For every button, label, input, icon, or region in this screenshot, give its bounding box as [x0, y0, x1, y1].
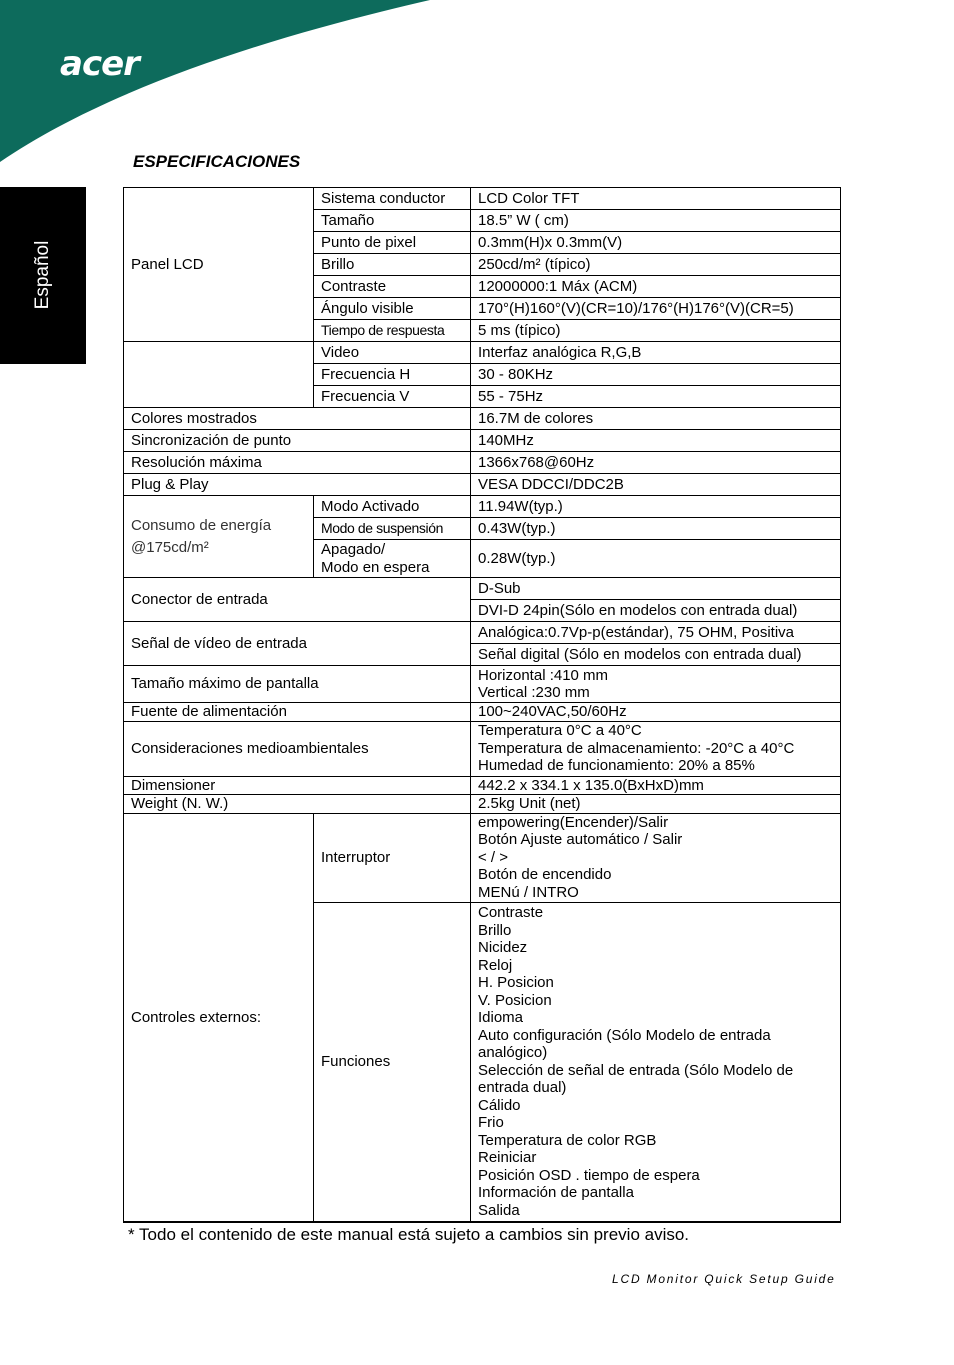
spec-name: Apagado/ Modo en espera [314, 540, 471, 578]
spec-name: Weight (N. W.) [124, 795, 471, 814]
spec-value: DVI-D 24pin(Sólo en modelos con entrada dual) [471, 600, 841, 622]
table-row [124, 188, 841, 210]
spec-value: 170°(H)160°(V)(CR=10)/176°(H)176°(V)(CR=5) [471, 298, 841, 320]
language-tab-label: Español [32, 240, 53, 310]
spec-value: Horizontal :410 mm Vertical :230 mm [471, 666, 841, 703]
spec-value: 442.2 x 334.1 x 135.0(BxHxD)mm [471, 776, 841, 795]
spec-name: Frecuencia H [314, 364, 471, 386]
footer-guide-title: LCD Monitor Quick Setup Guide [612, 1272, 836, 1286]
spec-name: Tamaño máximo de pantalla [124, 666, 471, 703]
spec-name: Modo Activado [314, 496, 471, 518]
table-row [124, 430, 841, 452]
spec-name: Conector de entrada [124, 578, 471, 622]
spec-value: Contraste Brillo Nicidez Reloj H. Posicion V. Posicion Idioma Auto configuración (Sólo Modelo de entrada analógico) Selección de señal de entrada (Sólo Modelo de entrada dual) Cálido Frio Temperatura de color RGB Reiniciar Posición OSD . tiempo de espera Información de pantalla Salida [471, 902, 841, 1222]
spec-value: LCD Color TFT [471, 188, 841, 210]
spec-name: Brillo [314, 254, 471, 276]
spec-name: Consideraciones medioambientales [124, 721, 471, 776]
spec-name: Fuente de alimentación [124, 703, 471, 722]
table-row [124, 408, 841, 430]
spec-value: Temperatura 0°C a 40°C Temperatura de almacenamiento: -20°C a 40°C Humedad de funcionamiento: 20% a 85% [471, 721, 841, 776]
table-row [124, 474, 841, 496]
spec-value: D-Sub [471, 578, 841, 600]
spec-value: 11.94W(typ.) [471, 496, 841, 518]
table-row [124, 795, 841, 814]
table-row [124, 813, 841, 902]
spec-value: 100~240VAC,50/60Hz [471, 703, 841, 722]
spec-value: 18.5” W ( cm) [471, 210, 841, 232]
language-tab [0, 187, 86, 364]
spec-value: 5 ms (típico) [471, 320, 841, 342]
spec-value: 2.5kg Unit (net) [471, 795, 841, 814]
spec-name: Ángulo visible [314, 298, 471, 320]
spec-value: Interfaz analógica R,G,B [471, 342, 841, 364]
spec-value: 250cd/m² (típico) [471, 254, 841, 276]
spec-name: Plug & Play [124, 474, 471, 496]
spec-value: 1366x768@60Hz [471, 452, 841, 474]
spec-value: 140MHz [471, 430, 841, 452]
spec-name: Tiempo de respuesta [314, 320, 471, 342]
spec-value: Analógica:0.7Vp-p(estándar), 75 OHM, Positiva [471, 622, 841, 644]
spec-name: Señal de vídeo de entrada [124, 622, 471, 666]
spec-name: Frecuencia V [314, 386, 471, 408]
table-row [124, 721, 841, 776]
table-row [124, 578, 841, 600]
power-label: Consumo de energía @175cd/m² [124, 496, 314, 578]
spec-value: 30 - 80KHz [471, 364, 841, 386]
video-group-label [124, 342, 314, 408]
spec-value: VESA DDCCI/DDC2B [471, 474, 841, 496]
table-row [124, 342, 841, 364]
spec-name: Video [314, 342, 471, 364]
spec-name: Contraste [314, 276, 471, 298]
section-title: ESPECIFICACIONES [133, 152, 301, 171]
spec-name: Funciones [314, 902, 471, 1222]
spec-name: Modo de suspensión [314, 518, 471, 540]
header-banner [0, 0, 954, 170]
spec-value: 0.3mm(H)x 0.3mm(V) [471, 232, 841, 254]
spec-name: Sistema conductor [314, 188, 471, 210]
table-row [124, 622, 841, 644]
table-row [124, 703, 841, 722]
footnote: * Todo el contenido de este manual está sujeto a cambios sin previo aviso. [128, 1225, 690, 1244]
spec-name: Resolución máxima [124, 452, 471, 474]
spec-value: 55 - 75Hz [471, 386, 841, 408]
spec-name: Sincronización de punto [124, 430, 471, 452]
acer-logo: acer [60, 44, 139, 84]
table-row [124, 496, 841, 518]
controls-label: Controles externos: [124, 813, 314, 1222]
spec-name: Tamaño [314, 210, 471, 232]
spec-value: empowering(Encender)/Salir Botón Ajuste automático / Salir < / > Botón de encendido MENú / INTRO [471, 813, 841, 902]
specifications-table [123, 187, 841, 1223]
spec-value: 12000000:1 Máx (ACM) [471, 276, 841, 298]
table-row [124, 452, 841, 474]
table-row [124, 776, 841, 795]
spec-name: Colores mostrados [124, 408, 471, 430]
spec-name: Punto de pixel [314, 232, 471, 254]
spec-value: 16.7M de colores [471, 408, 841, 430]
spec-value: 0.43W(typ.) [471, 518, 841, 540]
spec-name: Dimensioner [124, 776, 471, 795]
spec-value: 0.28W(typ.) [471, 540, 841, 578]
spec-name: Interruptor [314, 813, 471, 902]
spec-value: Señal digital (Sólo en modelos con entrada dual) [471, 644, 841, 666]
table-row [124, 666, 841, 703]
panel-label: Panel LCD [124, 188, 314, 342]
